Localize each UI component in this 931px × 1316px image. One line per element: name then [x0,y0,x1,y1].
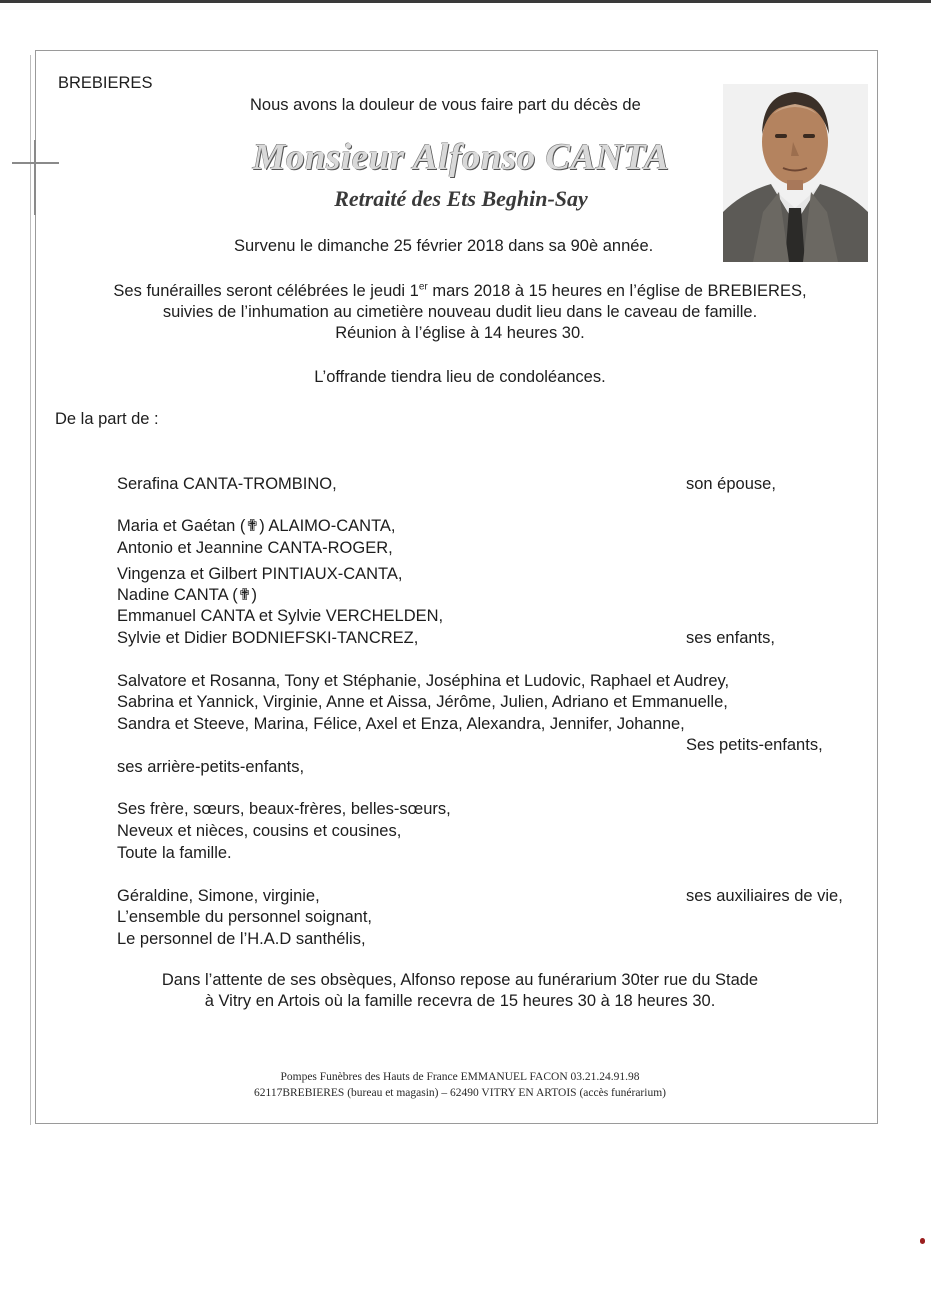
offrande-text: L’offrande tiendra lieu de condoléances. [314,368,606,386]
spouse-relation: son épouse, [686,475,776,493]
footer-line-2: 62117BREBIERES (bureau et magasin) – 62490 VITRY EN ARTOIS (accès funérarium) [254,1087,666,1099]
caregivers-line: Géraldine, Simone, virginie, [117,887,320,905]
occurred-text: Survenu le dimanche 25 février 2018 dans sa 90è année. [234,237,654,255]
relatives-line: Ses frère, sœurs, beaux-frères, belles-sœurs, [117,800,451,818]
caregivers-line: L’ensemble du personnel soignant, [117,908,373,926]
funeral-home-footer [60,1069,860,1101]
spouse-name: Serafina CANTA-TROMBINO, [117,475,337,493]
deceased-name: Monsieur Alfonso CANTA [252,137,670,178]
portrait-photo [723,84,868,262]
great-grandchildren-line: ses arrière-petits-enfants, [117,758,305,776]
child-line: Emmanuel CANTA et Sylvie VERCHELDEN, [117,607,444,625]
funeral-paragraph [60,281,860,344]
grandchildren-line: Salvatore et Rosanna, Tony et Stéphanie, Joséphina et Ludovic, Raphael et Audrey, [117,672,730,690]
funeral-line-1-start: Ses funérailles seront célébrées le jeudi 1 [113,282,419,300]
children-relation: ses enfants, [686,629,775,647]
funeral-line-3: Réunion à l’église à 14 heures 30. [335,324,585,342]
child-line: Vingenza et Gilbert PINTIAUX-CANTA, [117,565,403,583]
cross-icon-bar [12,162,59,164]
intro-text: Nous avons la douleur de vous faire part du décès de [250,96,641,114]
caregivers-relation: ses auxiliaires de vie, [686,887,843,905]
child-line: Maria et Gaétan (✟) ALAIMO-CANTA, [117,517,396,535]
footer-line-1: Pompes Funèbres des Hauts de France EMMANUEL FACON 03.21.24.91.98 [280,1071,640,1083]
scan-margin-line [30,55,31,1125]
funeral-line-2: suivies de l’inhumation au cimetière nouveau dudit lieu dans le caveau de famille. [162,303,758,321]
closing-line-1: Dans l’attente de ses obsèques, Alfonso repose au funérarium 30ter rue du Stade [161,971,759,989]
cross-icon [34,140,36,215]
from-label: De la part de : [55,410,159,428]
funeral-line-1-end: mars 2018 à 15 heures en l’église de BREBIERES, [427,282,807,300]
grandchildren-line: Sabrina et Yannick, Virginie, Anne et Aissa, Jérôme, Julien, Adriano et Emmanuelle, [117,693,728,711]
caregivers-line: Le personnel de l’H.A.D santhélis, [117,930,366,948]
grandchildren-line: Sandra et Steeve, Marina, Félice, Axel et Enza, Alexandra, Jennifer, Johanne, [117,715,685,733]
child-line: Antonio et Jeannine CANTA-ROGER, [117,539,393,557]
scan-speck [920,1238,925,1244]
city-label: BREBIERES [58,74,153,92]
child-line: Sylvie et Didier BODNIEFSKI-TANCREZ, [117,629,419,647]
child-line: Nadine CANTA (✟) [117,586,258,604]
funeral-line-1-sup: er [418,281,428,293]
closing-line-2: à Vitry en Artois où la famille recevra de 15 heures 30 à 18 heures 30. [204,992,716,1010]
deceased-subtitle: Retraité des Ets Beghin-Say [334,186,588,211]
funeral-line-1 [60,281,860,302]
relatives-line: Toute la famille. [117,844,232,862]
relatives-line: Neveux et nièces, cousins et cousines, [117,822,402,840]
closing-paragraph [60,970,860,1012]
grandchildren-relation: Ses petits-enfants, [686,736,823,754]
scan-edge [0,0,931,3]
